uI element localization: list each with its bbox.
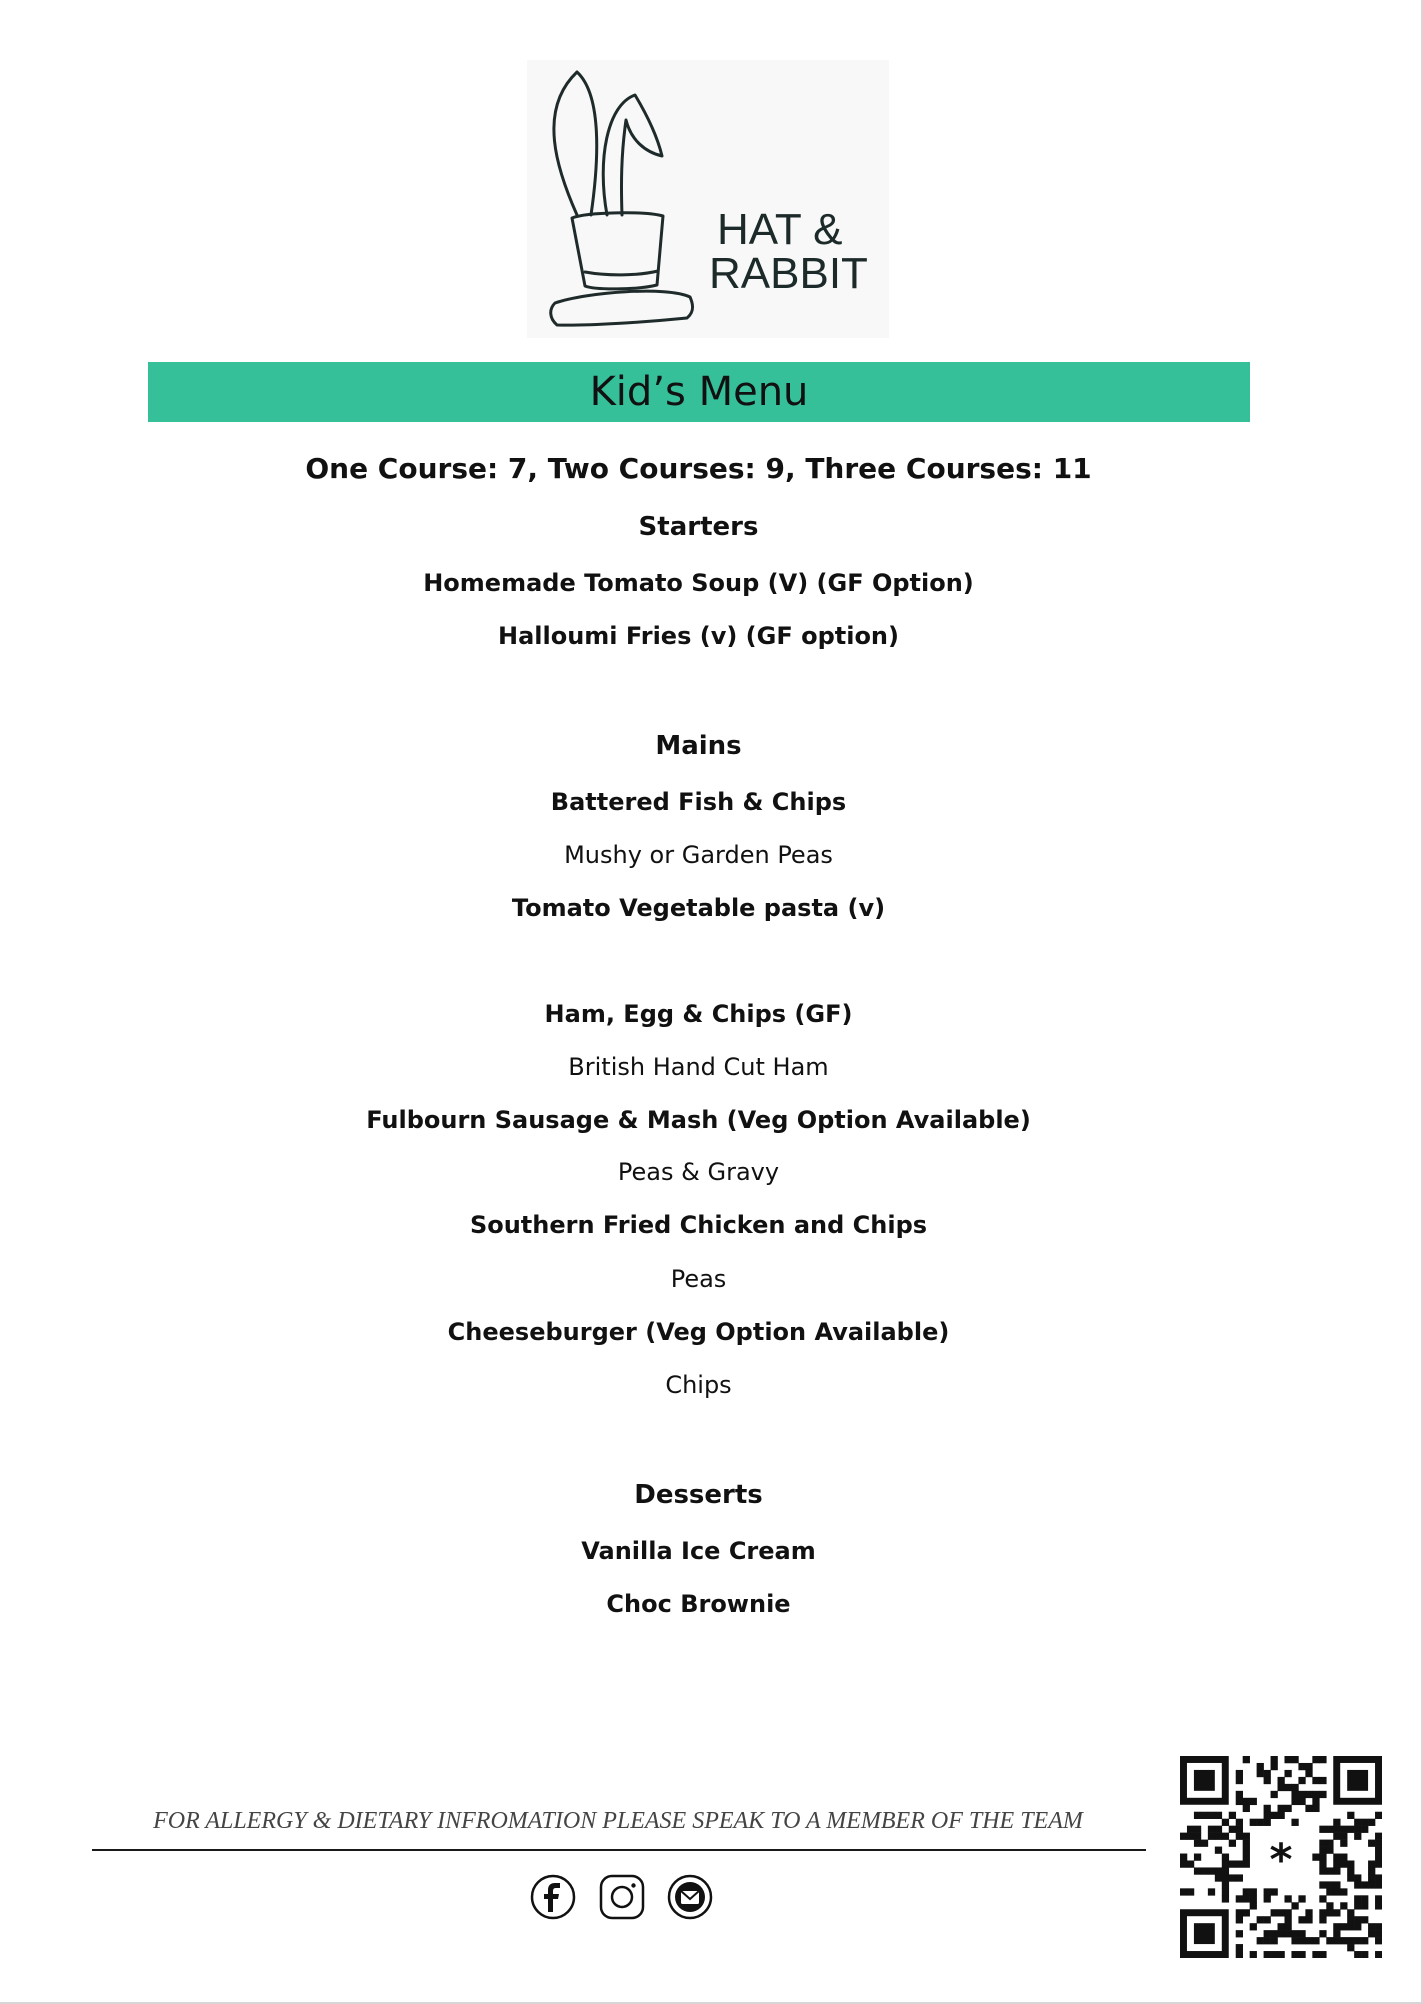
main-item: Tomato Vegetable pasta (v) <box>511 894 886 922</box>
main-item: Southern Fried Chicken and Chips <box>469 1211 928 1239</box>
menu-title: Kid’s Menu <box>589 369 809 415</box>
brand-line-2: RABBIT <box>709 249 868 298</box>
course-prices: One Course: 7, Two Courses: 9, Three Courses: 11 <box>305 452 1092 485</box>
footer-divider <box>92 1849 1146 1851</box>
starters-heading: Starters <box>638 512 759 542</box>
main-item-desc: Mushy or Garden Peas <box>564 841 833 869</box>
dessert-item: Vanilla Ice Cream <box>581 1537 816 1565</box>
main-item-desc: Peas <box>670 1265 727 1293</box>
allergy-notice: FOR ALLERGY & DIETARY INFROMATION PLEASE SPEAK TO A MEMBER OF THE TEAM <box>153 1808 1083 1834</box>
brand-line-1: HAT & <box>717 205 843 254</box>
main-item: Cheeseburger (Veg Option Available) <box>447 1318 950 1346</box>
main-item-desc: British Hand Cut Ham <box>568 1053 829 1081</box>
qr-code[interactable] <box>1180 1756 1382 1958</box>
dessert-item: Choc Brownie <box>606 1590 791 1618</box>
main-item: Ham, Egg & Chips (GF) <box>544 1000 853 1028</box>
starter-item: Homemade Tomato Soup (V) (GF Option) <box>423 569 974 597</box>
main-item: Battered Fish & Chips <box>550 788 847 816</box>
menu-title-banner <box>148 362 1250 422</box>
hat-and-rabbit-logo <box>527 60 889 338</box>
main-item: Fulbourn Sausage & Mash (Veg Option Available) <box>366 1106 1031 1134</box>
instagram-icon[interactable] <box>598 1873 646 1921</box>
main-item-desc: Peas & Gravy <box>617 1158 780 1186</box>
facebook-icon[interactable] <box>529 1873 577 1921</box>
main-item-desc: Chips <box>665 1371 732 1399</box>
svg-text:*: * <box>1269 1834 1293 1886</box>
email-icon[interactable] <box>666 1873 714 1921</box>
qr-code-icon <box>1180 1756 1382 1958</box>
desserts-heading: Desserts <box>634 1480 763 1510</box>
mains-heading: Mains <box>655 731 742 761</box>
starter-item: Halloumi Fries (v) (GF option) <box>497 622 899 650</box>
